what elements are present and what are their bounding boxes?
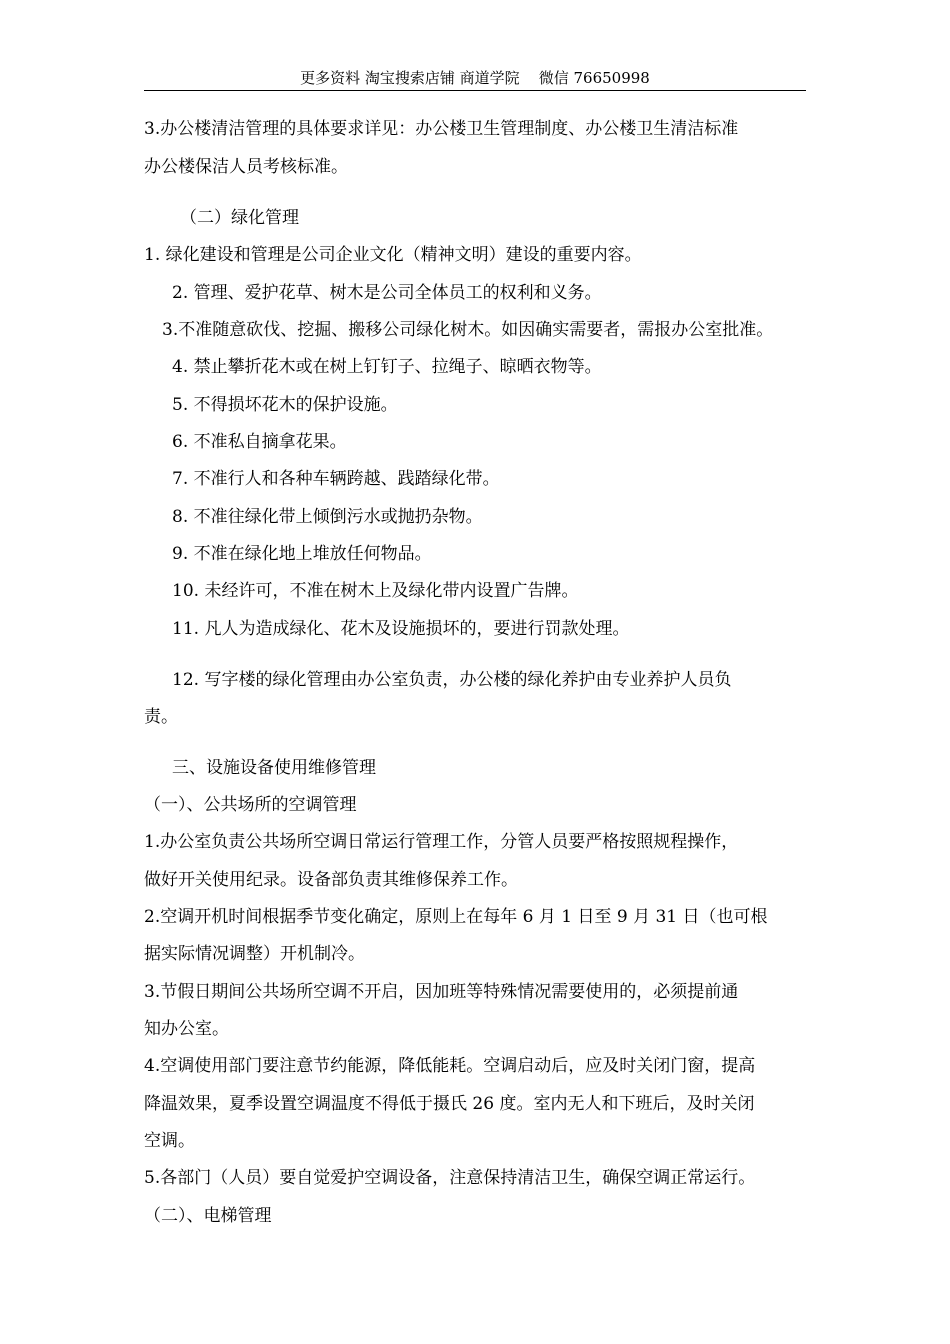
greening-item-12-line-1: 12. 写字楼的绿化管理由办公室负责，办公楼的绿化养护由专业养护人员负 [172,670,732,690]
header-rule [144,90,806,91]
greening-item-11: 11. 凡人为造成绿化、花木及设施损坏的，要进行罚款处理。 [172,619,630,639]
section-heading-greening: （二）绿化管理 [180,208,299,228]
greening-item-10: 10. 未经许可，不准在树木上及绿化带内设置广告牌。 [172,581,579,601]
ac-item-1-line-2: 做好开关使用纪录。设备部负责其维修保养工作。 [144,870,518,890]
greening-item-5: 5. 不得损坏花木的保护设施。 [172,395,398,415]
greening-item-6: 6. 不准私自摘拿花果。 [172,432,347,452]
greening-item-1: 1. 绿化建设和管理是公司企业文化（精神文明）建设的重要内容。 [144,245,642,265]
chapter-heading-facilities: 三、设施设备使用维修管理 [172,758,376,778]
ac-item-3-line-2: 知办公室。 [144,1019,229,1039]
cleaning-item-3-line-1: 3.办公楼清洁管理的具体要求详见：办公楼卫生管理制度、办公楼卫生清洁标准 [144,119,739,139]
greening-item-2: 2. 管理、爱护花草、树木是公司全体员工的权利和义务。 [172,283,602,303]
ac-item-3-line-1: 3.节假日期间公共场所空调不开启，因加班等特殊情况需要使用的，必须提前通 [144,982,739,1002]
ac-item-4-line-1: 4.空调使用部门要注意节约能源，降低能耗。空调启动后，应及时关闭门窗，提高 [144,1056,756,1076]
ac-item-5: 5.各部门（人员）要自觉爱护空调设备，注意保持清洁卫生，确保空调正常运行。 [144,1168,756,1188]
page-header: 更多资料 淘宝搜索店铺 商道学院 微信 76650998 [300,69,650,87]
greening-item-9: 9. 不准在绿化地上堆放任何物品。 [172,544,432,564]
greening-item-3: 3.不准随意砍伐、挖掘、搬移公司绿化树木。如因确实需要者，需报办公室批准。 [162,320,774,340]
ac-item-2-line-1: 2.空调开机时间根据季节变化确定，原则上在每年 6 月 1 日至 9 月 31 日（也可根 [144,907,768,927]
ac-item-4-line-3: 空调。 [144,1131,195,1151]
ac-item-1-line-1: 1.办公室负责公共场所空调日常运行管理工作，分管人员要严格按照规程操作， [144,832,739,852]
greening-item-7: 7. 不准行人和各种车辆跨越、践踏绿化带。 [172,469,500,489]
ac-item-2-line-2: 据实际情况调整）开机制冷。 [144,944,365,964]
greening-item-8: 8. 不准往绿化带上倾倒污水或抛扔杂物。 [172,507,483,527]
ac-item-4-line-2: 降温效果，夏季设置空调温度不得低于摄氏 26 度。室内无人和下班后，及时关闭 [144,1094,755,1114]
greening-item-4: 4. 禁止攀折花木或在树上钉钉子、拉绳子、晾晒衣物等。 [172,357,602,377]
section-heading-elevator: （二）、电梯管理 [144,1206,272,1226]
section-heading-air-conditioning: （一）、公共场所的空调管理 [144,795,357,815]
cleaning-item-3-line-2: 办公楼保洁人员考核标准。 [144,157,348,177]
greening-item-12-line-2: 责。 [144,707,178,727]
